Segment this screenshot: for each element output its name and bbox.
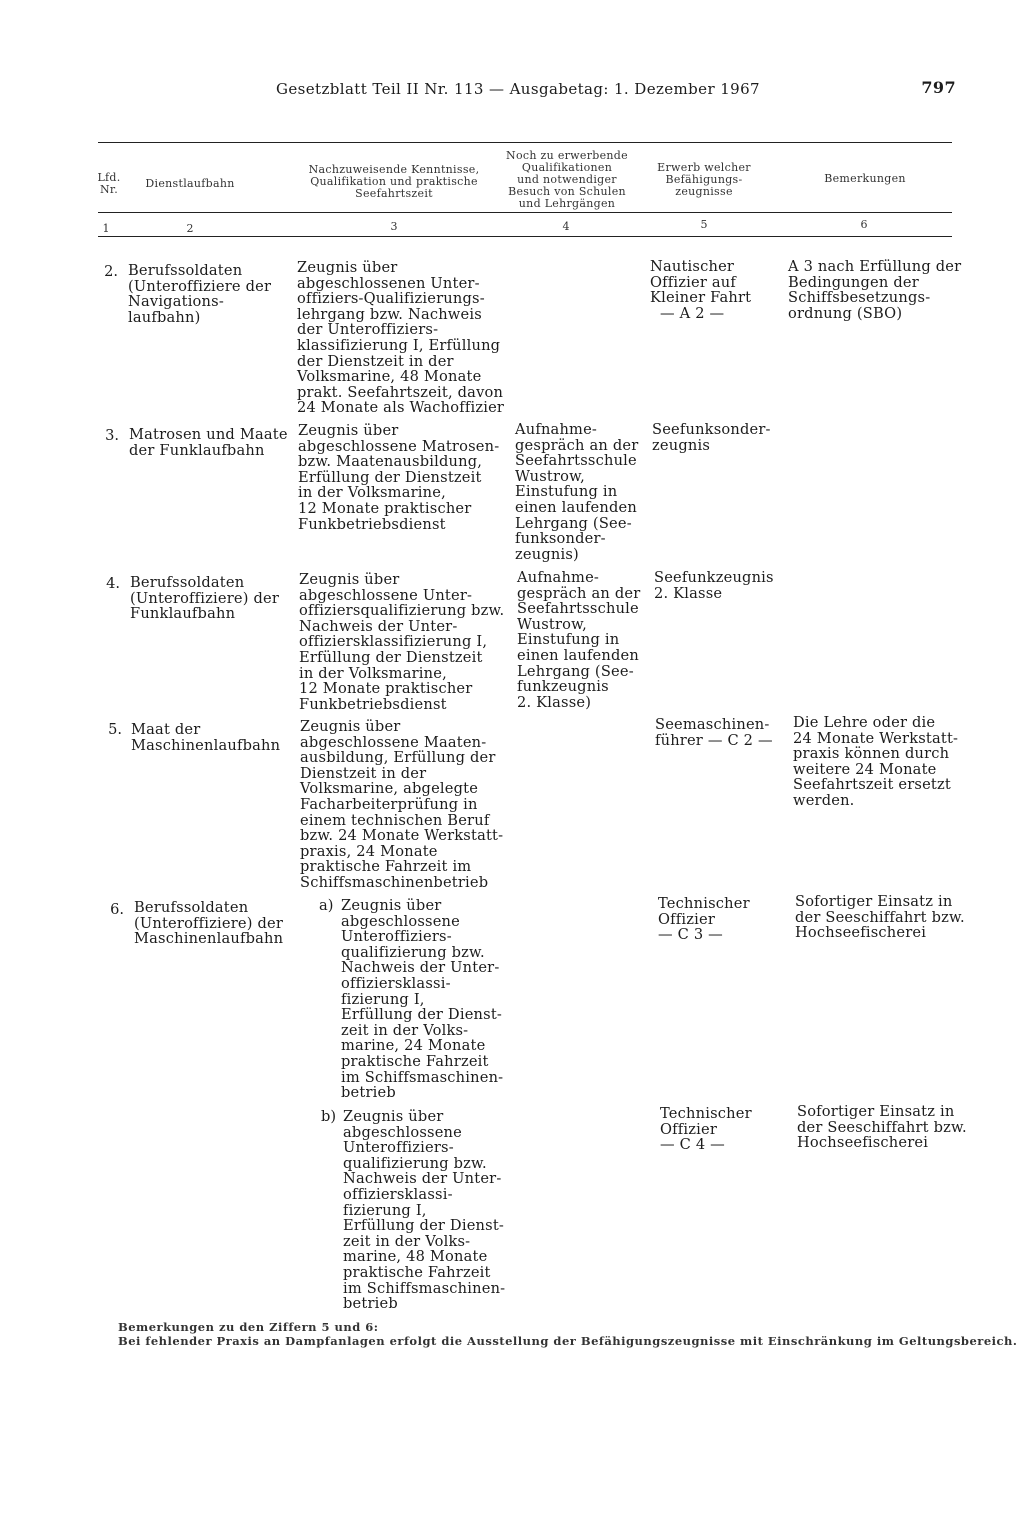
cell-bemerkungen-a bbox=[795, 894, 965, 941]
cell-dienstlaufbahn bbox=[131, 722, 280, 753]
text-line: bzw. 24 Monate Werkstatt- bbox=[300, 827, 504, 845]
text-line: Berufssoldaten bbox=[130, 574, 245, 591]
text-line: Unteroffiziers- bbox=[343, 1139, 454, 1157]
text-line: (Unteroffiziere) der bbox=[134, 914, 284, 932]
text-line: im Schiffsmaschinen- bbox=[341, 1068, 504, 1086]
text-line: Maschinenlaufbahn bbox=[134, 930, 284, 948]
text-line: Wustrow, bbox=[517, 615, 587, 633]
text-line: qualifizierung bzw. bbox=[341, 943, 485, 961]
text-line: Maat der bbox=[131, 721, 201, 738]
header-line: Qualifikation und praktische bbox=[310, 175, 478, 188]
text-line: Seefahrtsschule bbox=[515, 452, 637, 470]
header-line: Dienstlaufbahn bbox=[145, 177, 235, 190]
text-line: Schiffsmaschinenbetrieb bbox=[300, 873, 489, 891]
text-line: bzw. Maatenausbildung, bbox=[298, 453, 483, 471]
text-line: der Seeschiffahrt bzw. bbox=[797, 1118, 967, 1136]
text-line: praxis können durch bbox=[793, 745, 950, 763]
cell-dienstlaufbahn bbox=[128, 263, 271, 325]
text-line: offiziers-Qualifizierungs- bbox=[297, 290, 485, 308]
cell-dienstlaufbahn bbox=[134, 900, 283, 947]
text-line: abgeschlossene bbox=[341, 912, 460, 930]
text-line: Lehrgang (See- bbox=[517, 662, 634, 680]
cell-qualifikationen bbox=[515, 422, 638, 562]
text-line: Zeugnis über bbox=[300, 718, 401, 735]
header-line: und Lehrgängen bbox=[518, 197, 616, 210]
row-number: 4. bbox=[106, 575, 120, 592]
text-line: offiziersklassi- bbox=[343, 1185, 453, 1203]
cell-dienstlaufbahn bbox=[130, 575, 279, 622]
column-number: 6 bbox=[860, 218, 868, 231]
text-line: abgeschlossene bbox=[343, 1123, 462, 1141]
text-line: Matrosen und Maate bbox=[129, 426, 288, 443]
text-line: Aufnahme- bbox=[517, 569, 600, 586]
text-line: praktische Fahrzeit im bbox=[300, 858, 472, 876]
text-line: Volksmarine, 48 Monate bbox=[297, 368, 482, 386]
text-line: zeit in der Volks- bbox=[343, 1232, 471, 1250]
text-line: Bedingungen der bbox=[788, 273, 919, 291]
text-line: Nachweis der Unter- bbox=[343, 1170, 502, 1188]
text-line: Berufssoldaten bbox=[128, 262, 243, 279]
text-line: Kleiner Fahrt bbox=[650, 289, 752, 307]
column-number: 5 bbox=[700, 218, 708, 231]
column-header-zeugnisse bbox=[644, 162, 764, 198]
column-number: 2 bbox=[186, 222, 194, 235]
text-line: in der Volksmarine, bbox=[299, 664, 447, 682]
text-line: weitere 24 Monate bbox=[793, 760, 937, 778]
header-line: Noch zu erwerbende bbox=[506, 149, 628, 162]
column-header-qualifikationen bbox=[498, 150, 636, 210]
text-line: lehrgang bzw. Nachweis bbox=[297, 305, 482, 323]
header-line: Bemerkungen bbox=[824, 172, 906, 185]
text-line: Funkbetriebsdienst bbox=[298, 515, 446, 533]
column-header-lfd-nr bbox=[92, 172, 126, 196]
text-line: Nachweis der Unter- bbox=[299, 617, 458, 635]
cell-zeugnisse bbox=[650, 259, 751, 321]
page-header bbox=[276, 80, 956, 106]
text-line: abgeschlossene Matrosen- bbox=[298, 437, 500, 455]
text-line: offiziersklassi- bbox=[341, 974, 451, 992]
text-line: ausbildung, Erfüllung der bbox=[300, 749, 496, 767]
text-line: A 3 nach Erfüllung der bbox=[788, 258, 962, 275]
text-line: der Unteroffiziers- bbox=[297, 321, 439, 339]
text-line: fizierung I, bbox=[343, 1201, 427, 1219]
header-line: Besuch von Schulen bbox=[508, 185, 626, 198]
text-line: Navigations- bbox=[128, 293, 224, 311]
text-line: 2. Klasse bbox=[654, 584, 723, 602]
text-line: Volksmarine, abgelegte bbox=[300, 780, 479, 798]
text-line: Technischer bbox=[658, 895, 750, 912]
text-line: prakt. Seefahrtszeit, davon bbox=[297, 383, 504, 401]
column-header-kenntnisse bbox=[296, 164, 492, 200]
text-line: betrieb bbox=[343, 1295, 398, 1313]
text-line: 24 Monate als Wachoffizier bbox=[297, 399, 505, 417]
text-line: praktische Fahrzeit bbox=[343, 1263, 491, 1281]
column-number: 3 bbox=[390, 220, 398, 233]
text-line: zeit in der Volks- bbox=[341, 1021, 469, 1039]
cell-dienstlaufbahn bbox=[129, 427, 288, 458]
header-line: Nachzuweisende Kenntnisse, bbox=[308, 163, 480, 176]
text-line: (Unteroffiziere) der bbox=[130, 589, 280, 607]
text-line: Funklaufbahn bbox=[130, 605, 236, 623]
cell-kenntnisse-b bbox=[343, 1109, 505, 1312]
text-line: gespräch an der bbox=[517, 584, 641, 602]
text-line: ordnung (SBO) bbox=[788, 304, 903, 322]
text-line: Erfüllung der Dienstzeit bbox=[298, 468, 482, 486]
sub-item-label: b) bbox=[321, 1108, 337, 1125]
text-line: offiziersklassifizierung I, bbox=[299, 633, 488, 651]
cell-bemerkungen-b bbox=[797, 1104, 967, 1151]
text-line: marine, 24 Monate bbox=[341, 1037, 486, 1055]
gazette-title: Gesetzblatt Teil II Nr. 113 — Ausgabetag: 1. Dezember 1967 bbox=[276, 80, 760, 98]
cell-bemerkungen bbox=[788, 259, 961, 321]
text-line: Zeugnis über bbox=[299, 571, 400, 588]
text-line: 24 Monate Werkstatt- bbox=[793, 729, 959, 747]
footnote bbox=[118, 1320, 1018, 1348]
text-line: Zeugnis über bbox=[297, 259, 398, 276]
text-line: funksonder- bbox=[515, 530, 606, 548]
text-line: Maschinenlaufbahn bbox=[131, 736, 281, 754]
column-number-rule bbox=[98, 236, 952, 237]
text-line: der Seeschiffahrt bzw. bbox=[795, 908, 965, 926]
text-line: Einstufung in bbox=[515, 483, 618, 501]
text-line: zeugnis bbox=[652, 436, 711, 454]
text-line: Aufnahme- bbox=[515, 421, 598, 438]
footnote-text: Bei fehlender Praxis an Dampfanlagen erfolgt die Ausstellung der Befähigungszeugnisse mit Einschränkung im Geltungsbereich. bbox=[118, 1334, 1018, 1348]
text-line: Offizier bbox=[658, 910, 716, 928]
text-line: abgeschlossene Maaten- bbox=[300, 733, 487, 751]
text-line: Seemaschinen- bbox=[655, 716, 770, 733]
sub-item-label: a) bbox=[319, 897, 334, 914]
row-number: 5. bbox=[108, 721, 122, 738]
text-line: Sofortiger Einsatz in bbox=[797, 1103, 955, 1120]
header-line: zeugnisse bbox=[675, 185, 733, 198]
text-line: im Schiffsmaschinen- bbox=[343, 1279, 506, 1297]
text-line: funkzeugnis bbox=[517, 678, 609, 696]
cell-zeugnisse bbox=[655, 717, 773, 748]
text-line: abgeschlossenen Unter- bbox=[297, 274, 480, 292]
text-line: Hochseefischerei bbox=[795, 924, 927, 942]
text-line: Wustrow, bbox=[515, 467, 585, 485]
header-line: Qualifikationen bbox=[521, 161, 613, 174]
column-number: 4 bbox=[562, 220, 570, 233]
cell-kenntnisse bbox=[300, 719, 503, 891]
cell-zeugnisse bbox=[654, 570, 774, 601]
text-line: — C 4 — bbox=[660, 1136, 725, 1154]
footnote-heading: Bemerkungen zu den Ziffern 5 und 6: bbox=[118, 1320, 379, 1334]
text-line: der Funklaufbahn bbox=[129, 441, 265, 459]
column-header-bemerkungen bbox=[800, 173, 930, 185]
text-line: werden. bbox=[793, 791, 855, 809]
text-line: Seefahrtszeit ersetzt bbox=[793, 776, 951, 794]
text-line: Facharbeiterprüfung in bbox=[300, 795, 478, 813]
text-line: Dienstzeit in der bbox=[300, 764, 427, 782]
column-header-dienstlaufbahn bbox=[130, 178, 250, 190]
header-line: Seefahrtszeit bbox=[355, 187, 433, 200]
text-line: Erfüllung der Dienst- bbox=[341, 1006, 503, 1024]
cell-kenntnisse bbox=[299, 572, 504, 712]
text-line: Sofortiger Einsatz in bbox=[795, 893, 953, 910]
text-line: Zeugnis über bbox=[341, 897, 442, 914]
text-line: (Unteroffiziere der bbox=[128, 277, 272, 295]
text-line: — C 3 — bbox=[658, 926, 723, 944]
text-line: der Dienstzeit in der bbox=[297, 352, 454, 370]
text-line: Seefahrtsschule bbox=[517, 600, 639, 618]
text-line: Seefunksonder- bbox=[652, 421, 771, 438]
cell-zeugnisse-b bbox=[660, 1106, 752, 1153]
text-line: Zeugnis über bbox=[343, 1108, 444, 1125]
cell-kenntnisse bbox=[298, 423, 499, 532]
text-line: 12 Monate praktischer bbox=[298, 499, 472, 517]
header-line: Befähigungs- bbox=[665, 173, 743, 186]
text-line: Einstufung in bbox=[517, 631, 620, 649]
table-top-rule bbox=[98, 142, 952, 143]
text-line: Offizier bbox=[660, 1120, 718, 1138]
text-line: laufbahn) bbox=[128, 308, 201, 326]
text-line: 12 Monate praktischer bbox=[299, 680, 473, 698]
cell-zeugnisse bbox=[652, 422, 771, 453]
text-line: Zeugnis über bbox=[298, 422, 399, 439]
text-line: zeugnis) bbox=[515, 545, 579, 563]
text-line: abgeschlossene Unter- bbox=[299, 586, 473, 604]
text-line: Erfüllung der Dienstzeit bbox=[299, 648, 483, 666]
text-line: Hochseefischerei bbox=[797, 1134, 929, 1152]
text-line: Nautischer bbox=[650, 258, 735, 275]
text-line: einen laufenden bbox=[515, 498, 637, 516]
text-line: marine, 48 Monate bbox=[343, 1248, 488, 1266]
text-line: — A 2 — bbox=[660, 304, 725, 322]
text-line: Lehrgang (See- bbox=[515, 514, 632, 532]
header-bottom-rule bbox=[98, 212, 952, 213]
cell-zeugnisse-a bbox=[658, 896, 750, 943]
header-line: Lfd. bbox=[97, 171, 121, 184]
page-number: 797 bbox=[921, 78, 956, 97]
header-line: und notwendiger bbox=[517, 173, 617, 186]
text-line: Technischer bbox=[660, 1105, 752, 1122]
text-line: praxis, 24 Monate bbox=[300, 842, 438, 860]
header-line: Nr. bbox=[99, 183, 119, 196]
text-line: einen laufenden bbox=[517, 646, 639, 664]
text-line: praktische Fahrzeit bbox=[341, 1052, 489, 1070]
text-line: gespräch an der bbox=[515, 436, 639, 454]
text-line: klassifizierung I, Erfüllung bbox=[297, 336, 501, 354]
text-line: einem technischen Beruf bbox=[300, 811, 490, 829]
row-number: 6. bbox=[110, 901, 124, 918]
row-number: 3. bbox=[105, 427, 119, 444]
cell-kenntnisse-a bbox=[341, 898, 503, 1101]
cell-kenntnisse bbox=[297, 260, 504, 416]
text-line: Berufssoldaten bbox=[134, 899, 249, 916]
text-line: 2. Klasse) bbox=[517, 693, 592, 711]
text-line: Die Lehre oder die bbox=[793, 714, 936, 731]
text-line: offiziersqualifizierung bzw. bbox=[299, 602, 505, 620]
text-line: Funkbetriebsdienst bbox=[299, 695, 447, 713]
text-line: Erfüllung der Dienst- bbox=[343, 1217, 505, 1235]
text-line: Unteroffiziers- bbox=[341, 928, 452, 946]
text-line: in der Volksmarine, bbox=[298, 484, 446, 502]
text-line: Nachweis der Unter- bbox=[341, 959, 500, 977]
text-line: betrieb bbox=[341, 1084, 396, 1102]
text-line: qualifizierung bzw. bbox=[343, 1154, 487, 1172]
column-number: 1 bbox=[102, 222, 110, 235]
text-line: Schiffsbesetzungs- bbox=[788, 289, 931, 307]
header-line: Erwerb welcher bbox=[657, 161, 751, 174]
text-line: Offizier auf bbox=[650, 273, 736, 291]
cell-qualifikationen bbox=[517, 570, 640, 710]
text-line: fizierung I, bbox=[341, 990, 425, 1008]
row-number: 2. bbox=[104, 263, 118, 280]
text-line: Seefunkzeugnis bbox=[654, 569, 774, 586]
text-line: führer — C 2 — bbox=[655, 731, 773, 749]
cell-bemerkungen bbox=[793, 715, 958, 809]
